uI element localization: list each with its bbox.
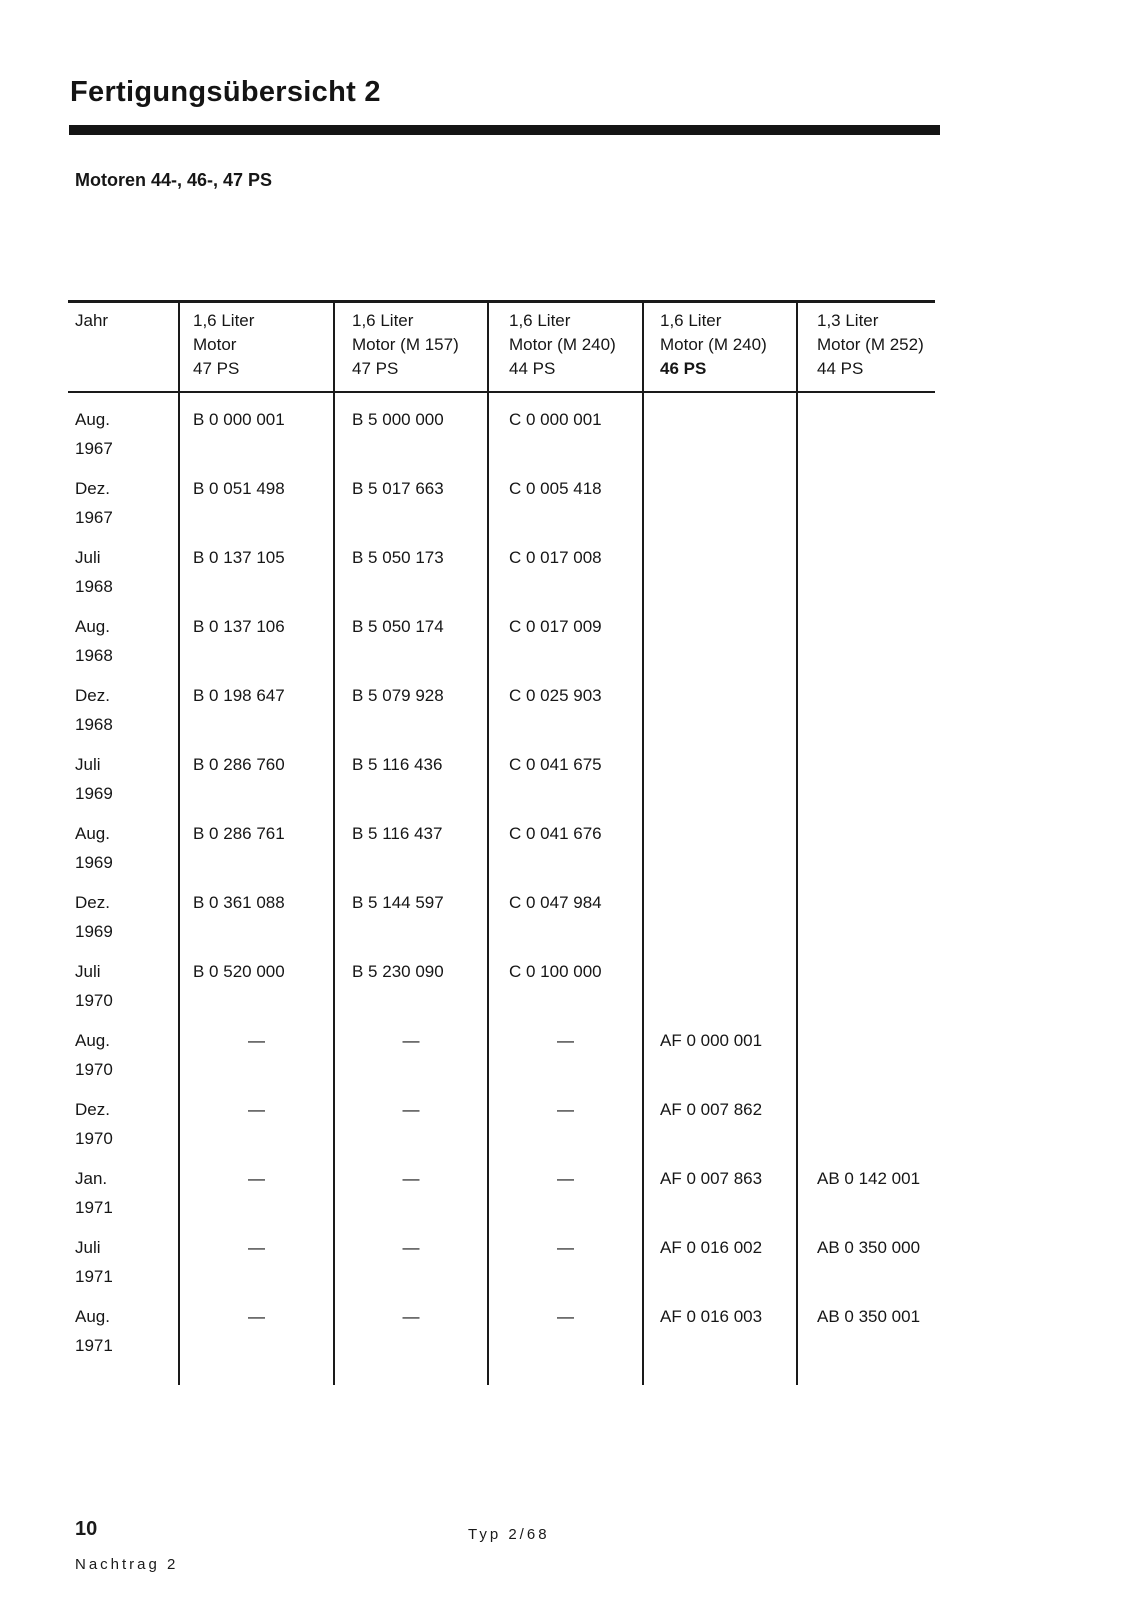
year-cell: [68, 462, 178, 531]
serial-cell: B 5 000 000: [333, 393, 487, 462]
header-line: Motor: [193, 335, 237, 354]
page-number: 10: [75, 1518, 98, 1540]
month-label: Aug.: [75, 617, 110, 636]
serial-cell: [796, 738, 935, 807]
serial-cell: AB 0 142 001: [796, 1152, 935, 1221]
spacer-cell: [333, 1359, 487, 1385]
month-label: Juli: [75, 755, 101, 774]
serial-cell: B 0 000 001: [178, 393, 333, 462]
serial-cell: [796, 1014, 935, 1083]
serial-cell: [642, 738, 796, 807]
year-cell: [68, 531, 178, 600]
month-label: Aug.: [75, 410, 110, 429]
no-value-dash: —: [178, 1152, 333, 1221]
serial-cell: B 5 017 663: [333, 462, 487, 531]
year-label: 1968: [75, 646, 113, 665]
serial-cell: C 0 017 009: [487, 600, 642, 669]
header-cell-motor-m240-44ps: [487, 303, 642, 391]
serial-cell: C 0 100 000: [487, 945, 642, 1014]
year-cell: [68, 1083, 178, 1152]
serial-cell: C 0 047 984: [487, 876, 642, 945]
year-label: 1970: [75, 1129, 113, 1148]
year-cell: [68, 1290, 178, 1359]
header-line: Motor (M 240): [660, 335, 767, 354]
table-row: [68, 393, 935, 462]
serial-cell: AB 0 350 001: [796, 1290, 935, 1359]
table-row: [68, 1221, 935, 1290]
serial-cell: B 5 116 437: [333, 807, 487, 876]
serial-cell: [796, 807, 935, 876]
serial-cell: [796, 600, 935, 669]
no-value-dash: —: [487, 1152, 642, 1221]
header-line: 46 PS: [660, 359, 707, 378]
serial-cell: B 0 137 105: [178, 531, 333, 600]
year-cell: [68, 945, 178, 1014]
spacer-cell: [178, 1359, 333, 1385]
header-cell-motor-47ps: [178, 303, 333, 391]
no-value-dash: —: [178, 1221, 333, 1290]
serial-cell: AF 0 016 002: [642, 1221, 796, 1290]
serial-cell: B 5 230 090: [333, 945, 487, 1014]
supplement-label: Nachtrag 2: [75, 1556, 179, 1573]
year-cell: [68, 738, 178, 807]
header-line: 1,6 Liter: [193, 311, 255, 330]
month-label: Dez.: [75, 893, 110, 912]
serial-cell: [642, 945, 796, 1014]
no-value-dash: —: [333, 1014, 487, 1083]
serial-cell: AF 0 000 001: [642, 1014, 796, 1083]
year-cell: [68, 669, 178, 738]
month-label: Aug.: [75, 824, 110, 843]
serial-cell: C 0 000 001: [487, 393, 642, 462]
header-line: 1,6 Liter: [660, 311, 722, 330]
no-value-dash: —: [178, 1290, 333, 1359]
table-row: [68, 600, 935, 669]
table-row: [68, 669, 935, 738]
serial-cell: C 0 005 418: [487, 462, 642, 531]
serial-cell: [642, 600, 796, 669]
year-label: 1969: [75, 922, 113, 941]
spacer-cell: [796, 1359, 935, 1385]
serial-cell: B 0 137 106: [178, 600, 333, 669]
serial-cell: B 0 286 761: [178, 807, 333, 876]
no-value-dash: —: [487, 1014, 642, 1083]
serial-cell: B 5 144 597: [333, 876, 487, 945]
page-title: Fertigungsübersicht 2: [70, 76, 381, 108]
table-row: [68, 738, 935, 807]
serial-cell: [642, 531, 796, 600]
year-label: 1969: [75, 853, 113, 872]
year-label: 1971: [75, 1336, 113, 1355]
type-reference: Typ 2/68: [468, 1526, 550, 1543]
serial-cell: [642, 669, 796, 738]
serial-cell: C 0 025 903: [487, 669, 642, 738]
serial-cell: B 5 050 174: [333, 600, 487, 669]
header-line: Motor (M 240): [509, 335, 616, 354]
serial-cell: [796, 876, 935, 945]
table-row: [68, 945, 935, 1014]
year-cell: [68, 600, 178, 669]
no-value-dash: —: [333, 1221, 487, 1290]
table-body: [68, 393, 935, 1385]
spacer-cell: [487, 1359, 642, 1385]
month-label: Dez.: [75, 686, 110, 705]
serial-cell: [796, 531, 935, 600]
spacer-cell: [642, 1359, 796, 1385]
serial-cell: AB 0 350 000: [796, 1221, 935, 1290]
month-label: Aug.: [75, 1307, 110, 1326]
header-cell-motor-m157: [333, 303, 487, 391]
no-value-dash: —: [333, 1083, 487, 1152]
table-row: [68, 531, 935, 600]
table-row: [68, 1083, 935, 1152]
no-value-dash: —: [178, 1014, 333, 1083]
month-label: Dez.: [75, 1100, 110, 1119]
year-label: 1969: [75, 784, 113, 803]
serial-cell: [796, 669, 935, 738]
header-line: Jahr: [75, 311, 109, 330]
no-value-dash: —: [487, 1221, 642, 1290]
header-cell-motor-m252: [796, 303, 935, 391]
month-label: Dez.: [75, 479, 110, 498]
month-label: Juli: [75, 548, 101, 567]
table-row: [68, 1014, 935, 1083]
serial-cell: C 0 041 675: [487, 738, 642, 807]
serial-cell: B 0 198 647: [178, 669, 333, 738]
year-label: 1967: [75, 439, 113, 458]
no-value-dash: —: [487, 1290, 642, 1359]
year-label: 1970: [75, 991, 113, 1010]
year-label: 1971: [75, 1267, 113, 1286]
header-line: 1,6 Liter: [352, 311, 414, 330]
no-value-dash: —: [487, 1083, 642, 1152]
spacer-cell: [68, 1359, 178, 1385]
serial-cell: AF 0 007 862: [642, 1083, 796, 1152]
serial-cell: AF 0 007 863: [642, 1152, 796, 1221]
subtitle: Motoren 44-, 46-, 47 PS: [75, 170, 273, 190]
serial-cell: [796, 462, 935, 531]
serial-cell: B 0 361 088: [178, 876, 333, 945]
no-value-dash: —: [333, 1290, 487, 1359]
no-value-dash: —: [178, 1083, 333, 1152]
serial-cell: [642, 462, 796, 531]
serial-cell: B 0 051 498: [178, 462, 333, 531]
year-cell: [68, 807, 178, 876]
month-label: Juli: [75, 1238, 101, 1257]
table-row: [68, 1152, 935, 1221]
header-line: 44 PS: [509, 359, 556, 378]
serial-cell: B 5 079 928: [333, 669, 487, 738]
serial-cell: B 0 286 760: [178, 738, 333, 807]
serial-cell: [642, 393, 796, 462]
title-rule: [69, 125, 940, 135]
year-cell: [68, 1221, 178, 1290]
serial-cell: B 5 050 173: [333, 531, 487, 600]
serial-cell: C 0 041 676: [487, 807, 642, 876]
serial-cell: [642, 876, 796, 945]
serial-cell: [796, 945, 935, 1014]
year-label: 1967: [75, 508, 113, 527]
serial-cell: B 0 520 000: [178, 945, 333, 1014]
year-cell: [68, 1014, 178, 1083]
header-line: 47 PS: [193, 359, 240, 378]
month-label: Juli: [75, 962, 101, 981]
serial-cell: [642, 807, 796, 876]
table-row: [68, 1290, 935, 1359]
header-cell-jahr: [68, 303, 178, 391]
table-header-row: [68, 300, 935, 393]
table-row: [68, 807, 935, 876]
year-cell: [68, 1152, 178, 1221]
header-line: Motor (M 157): [352, 335, 459, 354]
serial-cell: [796, 393, 935, 462]
production-table: [68, 300, 935, 1385]
table-row: [68, 876, 935, 945]
header-line: 47 PS: [352, 359, 399, 378]
month-label: Jan.: [75, 1169, 108, 1188]
serial-cell: AF 0 016 003: [642, 1290, 796, 1359]
table-row-spacer: [68, 1359, 935, 1385]
year-label: 1971: [75, 1198, 113, 1217]
year-cell: [68, 393, 178, 462]
header-line: 44 PS: [817, 359, 864, 378]
header-line: Motor (M 252): [817, 335, 924, 354]
year-cell: [68, 876, 178, 945]
year-label: 1968: [75, 577, 113, 596]
header-cell-motor-m240-46ps: [642, 303, 796, 391]
no-value-dash: —: [333, 1152, 487, 1221]
serial-cell: C 0 017 008: [487, 531, 642, 600]
serial-cell: [796, 1083, 935, 1152]
year-label: 1970: [75, 1060, 113, 1079]
serial-cell: B 5 116 436: [333, 738, 487, 807]
header-line: 1,3 Liter: [817, 311, 879, 330]
year-label: 1968: [75, 715, 113, 734]
table-row: [68, 462, 935, 531]
month-label: Aug.: [75, 1031, 110, 1050]
header-line: 1,6 Liter: [509, 311, 571, 330]
